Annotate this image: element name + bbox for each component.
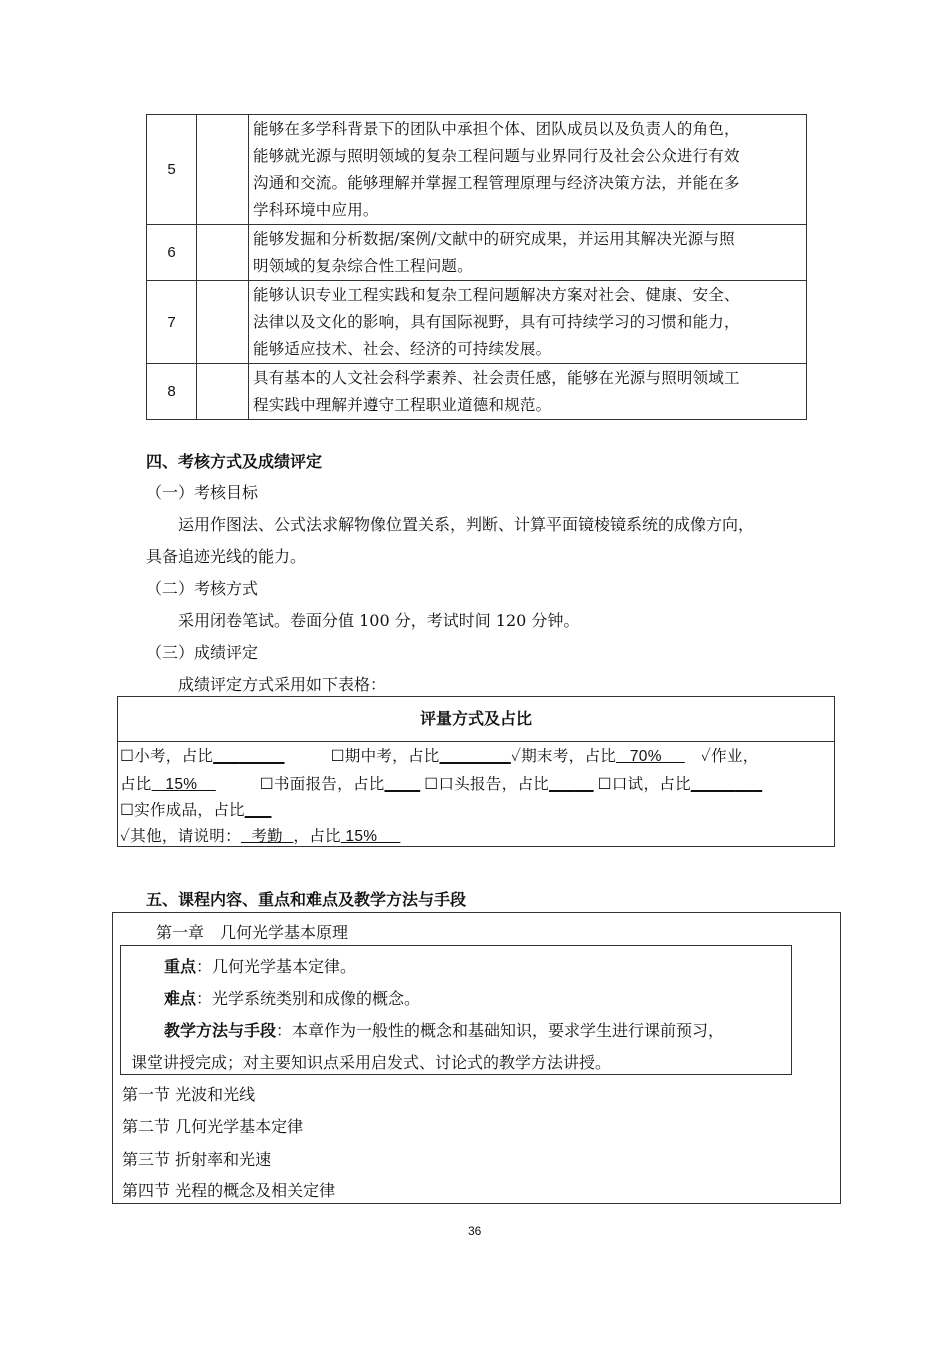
outcome-number: 6 — [147, 225, 197, 281]
section-item: 第三节 折射率和光速 — [122, 1150, 272, 1169]
table-row — [147, 225, 807, 281]
chapter-title: 第一章 几何光学基本原理 — [156, 923, 349, 942]
table-row — [147, 364, 807, 420]
subsection-heading: （二）考核方式 — [146, 579, 259, 598]
blank-cell — [197, 115, 249, 225]
product-option: ☐实作成品，占比 — [120, 801, 245, 819]
text-line: 能够在多学科背景下的团队中承担个体、团队成员以及负责人的角色， — [253, 120, 740, 138]
homework-ratio: 15% — [151, 776, 216, 793]
text-line: 具有基本的人文社会科学素养、社会责任感，能够在光源与照明领域工 — [253, 369, 740, 387]
blank-cell — [197, 281, 249, 364]
product-ratio: ___ — [244, 802, 272, 819]
homework-ratio-label: 占比 — [120, 775, 152, 793]
other-ratio-label: ，占比 — [293, 827, 341, 845]
section-item: 第四节 光程的概念及相关定律 — [122, 1181, 336, 1200]
other-ratio: 15% — [340, 828, 401, 845]
outcomes-table — [146, 114, 807, 420]
other-description: 考勤 — [240, 827, 294, 845]
grading-row — [120, 744, 759, 766]
paragraph-line: 具备追迹光线的能力。 — [146, 547, 307, 566]
quiz-option: ☐小考，占比 — [120, 747, 214, 765]
text-line: 学科环境中应用。 — [253, 201, 379, 219]
key-points — [164, 957, 356, 977]
paragraph-line: 成绩评定方式采用如下表格： — [178, 675, 387, 694]
grading-header: 评量方式及占比 — [118, 697, 834, 742]
outcome-number: 5 — [147, 115, 197, 225]
key-label: 重点 — [164, 957, 197, 976]
paragraph-line: 采用闭卷笔试。卷面分值 100 分，考试时间 120 分钟。 — [178, 611, 580, 630]
section-heading: 四、考核方式及成绩评定 — [146, 452, 323, 471]
oral-exam-ratio: ________ — [690, 776, 763, 793]
written-report-ratio: ____ — [384, 776, 421, 793]
oral-report-ratio: _____ — [549, 776, 594, 793]
text-line: 程实践中理解并遵守工程职业道德和规范。 — [253, 396, 552, 414]
outcome-text — [249, 364, 807, 420]
final-ratio: 70% — [616, 748, 685, 765]
outcome-number: 8 — [147, 364, 197, 420]
text-line: 明领域的复杂综合性工程问题。 — [253, 257, 473, 275]
grading-row — [120, 772, 762, 794]
teaching-method — [164, 1021, 724, 1041]
blank-cell — [197, 364, 249, 420]
text-line: 沟通和交流。能够理解并掌握工程管理原理与经济决策方法，并能在多 — [253, 174, 740, 192]
section-heading: 五、课程内容、重点和难点及教学方法与手段 — [146, 890, 467, 909]
diff-label: 难点 — [164, 989, 197, 1008]
text-line: 能够适应技术、社会、经济的可持续发展。 — [253, 340, 552, 358]
table-row — [147, 281, 807, 364]
outcome-text — [249, 281, 807, 364]
text-line: 能够就光源与照明领域的复杂工程问题与业界同行及社会公众进行有效 — [253, 147, 740, 165]
key-text: ：几何光学基本定律。 — [196, 957, 357, 976]
written-report-option: ☐书面报告，占比 — [259, 775, 385, 793]
final-option: ✓期末考，占比 — [510, 747, 617, 765]
text-line: 能够发掘和分析数据/案例/文献中的研究成果，并运用其解决光源与照 — [253, 230, 735, 248]
midterm-ratio: ________ — [439, 748, 511, 765]
page-number: 36 — [468, 1224, 482, 1238]
method-text: ：本章作为一般性的概念和基础知识，要求学生进行课前预习， — [276, 1021, 725, 1040]
section-item: 第二节 几何光学基本定律 — [122, 1117, 304, 1136]
text-line: 法律以及文化的影响，具有国际视野，具有可持续学习的习惯和能力， — [253, 313, 740, 331]
subsection-heading: （一）考核目标 — [146, 483, 259, 502]
difficulties — [164, 989, 420, 1009]
section-item: 第一节 光波和光线 — [122, 1085, 256, 1104]
paragraph-line: 运用作图法、公式法求解物像位置关系，判断、计算平面镜棱镜系统的成像方向， — [178, 515, 755, 534]
blank-cell — [197, 225, 249, 281]
subsection-heading: （三）成绩评定 — [146, 643, 259, 662]
teaching-method-cont: 课堂讲授完成；对主要知识点采用启发式、讨论式的教学方法讲授。 — [131, 1053, 612, 1072]
homework-option: ✓作业， — [700, 747, 759, 765]
grading-table — [117, 696, 835, 847]
table-row — [147, 115, 807, 225]
diff-text: ：光学系统类别和成像的概念。 — [196, 989, 421, 1008]
oral-report-option: ☐口头报告，占比 — [424, 775, 550, 793]
text-line: 能够认识专业工程实践和复杂工程问题解决方案对社会、健康、安全、 — [253, 286, 740, 304]
outcome-text — [249, 115, 807, 225]
outcome-text — [249, 225, 807, 281]
grading-row — [120, 798, 272, 820]
grading-row — [120, 824, 400, 846]
quiz-ratio: ________ — [213, 748, 285, 765]
method-label: 教学方法与手段 — [164, 1021, 277, 1040]
outcome-number: 7 — [147, 281, 197, 364]
other-option: ✓其他，请说明： — [120, 827, 241, 845]
midterm-option: ☐期中考，占比 — [330, 747, 440, 765]
oral-exam-option: ☐口试，占比 — [597, 775, 691, 793]
